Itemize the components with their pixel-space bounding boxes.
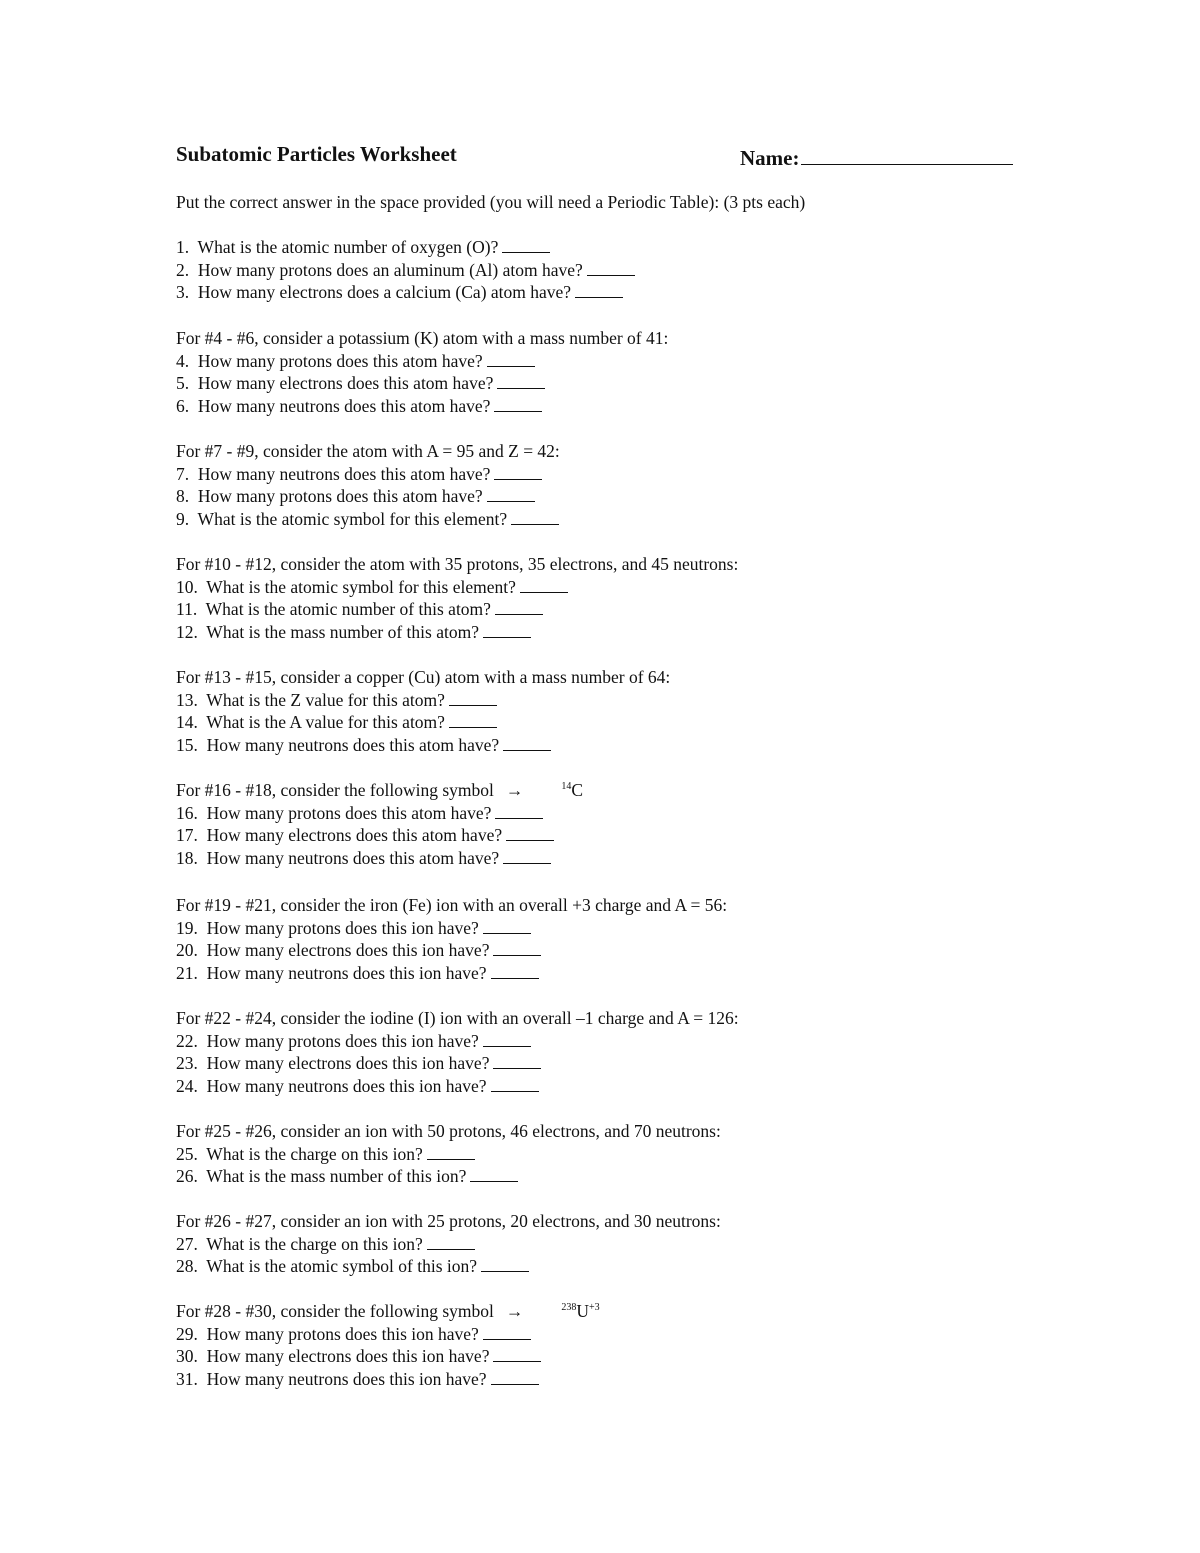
answer-blank[interactable] bbox=[449, 689, 497, 706]
question-section bbox=[176, 894, 727, 984]
question-text: 22. How many protons does this ion have? bbox=[176, 1030, 479, 1051]
section-intro bbox=[176, 779, 583, 802]
question-text: 30. How many electrons does this ion have? bbox=[176, 1346, 490, 1367]
question-text: 13. What is the Z value for this atom? bbox=[176, 689, 445, 710]
section-intro-text: For #7 - #9, consider the atom with A = 95 and Z = 42: bbox=[176, 441, 560, 461]
question-section bbox=[176, 1300, 600, 1390]
question-item bbox=[176, 1052, 739, 1075]
question-item bbox=[176, 621, 738, 644]
answer-blank[interactable] bbox=[449, 711, 497, 728]
question-item bbox=[176, 689, 670, 712]
question-item bbox=[176, 598, 738, 621]
question-item bbox=[176, 1030, 739, 1053]
section-intro-text: For #13 - #15, consider a copper (Cu) atom with a mass number of 64: bbox=[176, 667, 671, 687]
question-section bbox=[176, 553, 738, 643]
mass-number-superscript: 14 bbox=[561, 781, 572, 793]
arrow-icon: → bbox=[505, 1301, 524, 1321]
question-item bbox=[176, 281, 635, 304]
element-symbol: U bbox=[576, 1301, 590, 1321]
question-item bbox=[176, 576, 738, 599]
answer-blank[interactable] bbox=[427, 1143, 475, 1160]
answer-blank[interactable] bbox=[497, 372, 545, 389]
worksheet-title: Subatomic Particles Worksheet bbox=[176, 142, 457, 166]
question-text: 12. What is the mass number of this atom? bbox=[176, 621, 479, 642]
question-text: 8. How many protons does this atom have? bbox=[176, 486, 483, 507]
question-item bbox=[176, 1323, 600, 1346]
question-text: 24. How many neutrons does this ion have? bbox=[176, 1075, 487, 1096]
question-item bbox=[176, 734, 670, 757]
question-text: 17. How many electrons does this atom have? bbox=[176, 825, 503, 846]
question-section bbox=[176, 440, 560, 530]
answer-blank[interactable] bbox=[502, 236, 550, 253]
answer-blank[interactable] bbox=[491, 1368, 539, 1385]
question-section bbox=[176, 779, 583, 869]
answer-blank[interactable] bbox=[506, 824, 554, 841]
question-text: 27. What is the charge on this ion? bbox=[176, 1233, 423, 1254]
question-item bbox=[176, 962, 727, 985]
question-section bbox=[176, 327, 668, 417]
section-intro bbox=[176, 327, 668, 350]
question-section bbox=[176, 1210, 721, 1278]
question-text: 9. What is the atomic symbol for this element? bbox=[176, 508, 508, 529]
question-item bbox=[176, 259, 635, 282]
question-item bbox=[176, 463, 560, 486]
isotope-symbol bbox=[561, 1300, 599, 1323]
question-item bbox=[176, 236, 635, 259]
section-intro bbox=[176, 1300, 600, 1323]
name-blank-line[interactable] bbox=[801, 142, 1013, 165]
question-item bbox=[176, 917, 727, 940]
name-label: Name: bbox=[740, 146, 800, 170]
question-item bbox=[176, 939, 727, 962]
question-text: 5. How many electrons does this atom have? bbox=[176, 373, 494, 394]
worksheet-header bbox=[176, 142, 1026, 174]
question-text: 23. How many electrons does this ion have? bbox=[176, 1053, 490, 1074]
question-item bbox=[176, 802, 583, 825]
question-item bbox=[176, 1165, 721, 1188]
question-item bbox=[176, 350, 668, 373]
answer-blank[interactable] bbox=[483, 1030, 531, 1047]
charge-superscript: +3 bbox=[589, 1302, 600, 1314]
question-item bbox=[176, 508, 560, 531]
section-intro bbox=[176, 1120, 721, 1143]
section-intro-text: For #16 - #18, consider the following symbol bbox=[176, 780, 494, 800]
answer-blank[interactable] bbox=[493, 1345, 541, 1362]
answer-blank[interactable] bbox=[491, 1075, 539, 1092]
question-text: 20. How many electrons does this ion have? bbox=[176, 940, 490, 961]
question-text: 14. What is the A value for this atom? bbox=[176, 712, 445, 733]
question-section bbox=[176, 236, 635, 304]
answer-blank[interactable] bbox=[494, 395, 542, 412]
question-text: 10. What is the atomic symbol for this element? bbox=[176, 576, 516, 597]
question-item bbox=[176, 395, 668, 418]
question-item bbox=[176, 1233, 721, 1256]
question-item bbox=[176, 1255, 721, 1278]
question-item bbox=[176, 824, 583, 847]
section-intro-text: For #26 - #27, consider an ion with 25 protons, 20 electrons, and 30 neutrons: bbox=[176, 1211, 721, 1231]
question-section bbox=[176, 666, 670, 756]
answer-blank[interactable] bbox=[494, 463, 542, 480]
question-section bbox=[176, 1120, 721, 1188]
answer-blank[interactable] bbox=[483, 1323, 531, 1340]
name-field bbox=[740, 142, 1013, 171]
instructions: Put the correct answer in the space provided (you will need a Periodic Table): (3 pts each) bbox=[176, 192, 806, 212]
section-intro bbox=[176, 440, 560, 463]
question-text: 15. How many neutrons does this atom have? bbox=[176, 734, 500, 755]
mass-number-superscript: 238 bbox=[561, 1302, 577, 1314]
question-text: 11. What is the atomic number of this atom? bbox=[176, 599, 491, 620]
question-text: 4. How many protons does this atom have? bbox=[176, 350, 483, 371]
answer-blank[interactable] bbox=[493, 939, 541, 956]
question-text: 7. How many neutrons does this atom have? bbox=[176, 463, 491, 484]
answer-blank[interactable] bbox=[575, 281, 623, 298]
section-intro-text: For #10 - #12, consider the atom with 35 protons, 35 electrons, and 45 neutrons: bbox=[176, 554, 739, 574]
answer-blank[interactable] bbox=[495, 598, 543, 615]
arrow-icon: → bbox=[505, 780, 524, 800]
question-item bbox=[176, 372, 668, 395]
question-text: 3. How many electrons does a calcium (Ca) atom have? bbox=[176, 282, 572, 303]
answer-blank[interactable] bbox=[520, 576, 568, 593]
answer-blank[interactable] bbox=[483, 621, 531, 638]
answer-blank[interactable] bbox=[487, 350, 535, 367]
question-item bbox=[176, 847, 583, 870]
answer-blank[interactable] bbox=[487, 485, 535, 502]
element-symbol: C bbox=[571, 780, 584, 800]
answer-blank[interactable] bbox=[491, 962, 539, 979]
answer-blank[interactable] bbox=[483, 917, 531, 934]
section-intro-text: For #4 - #6, consider a potassium (K) atom with a mass number of 41: bbox=[176, 328, 669, 348]
question-text: 28. What is the atomic symbol of this ion? bbox=[176, 1256, 478, 1277]
question-text: 16. How many protons does this atom have? bbox=[176, 802, 492, 823]
question-text: 21. How many neutrons does this ion have? bbox=[176, 962, 487, 983]
section-intro bbox=[176, 666, 670, 689]
answer-blank[interactable] bbox=[481, 1255, 529, 1272]
isotope-symbol bbox=[561, 779, 583, 802]
answer-blank[interactable] bbox=[470, 1165, 518, 1182]
question-text: 18. How many neutrons does this atom have? bbox=[176, 847, 500, 868]
question-text: 25. What is the charge on this ion? bbox=[176, 1143, 423, 1164]
section-intro-text: For #22 - #24, consider the iodine (I) ion with an overall –1 charge and A = 126: bbox=[176, 1008, 739, 1028]
answer-blank[interactable] bbox=[587, 259, 635, 276]
question-item bbox=[176, 1143, 721, 1166]
answer-blank[interactable] bbox=[503, 847, 551, 864]
section-intro bbox=[176, 1210, 721, 1233]
question-item bbox=[176, 1368, 600, 1391]
question-section bbox=[176, 1007, 739, 1097]
section-intro bbox=[176, 1007, 739, 1030]
question-text: 29. How many protons does this ion have? bbox=[176, 1323, 479, 1344]
question-text: 31. How many neutrons does this ion have? bbox=[176, 1368, 487, 1389]
section-intro-text: For #28 - #30, consider the following symbol bbox=[176, 1301, 494, 1321]
question-item bbox=[176, 1075, 739, 1098]
answer-blank[interactable] bbox=[493, 1052, 541, 1069]
section-intro bbox=[176, 553, 738, 576]
answer-blank[interactable] bbox=[495, 802, 543, 819]
question-item bbox=[176, 485, 560, 508]
answer-blank[interactable] bbox=[503, 734, 551, 751]
question-text: 1. What is the atomic number of oxygen (O)? bbox=[176, 237, 499, 257]
section-intro-text: For #19 - #21, consider the iron (Fe) ion with an overall +3 charge and A = 56: bbox=[176, 895, 728, 915]
answer-blank[interactable] bbox=[427, 1233, 475, 1250]
question-text: 26. What is the mass number of this ion? bbox=[176, 1166, 467, 1187]
section-intro-text: For #25 - #26, consider an ion with 50 protons, 46 electrons, and 70 neutrons: bbox=[176, 1121, 721, 1141]
question-text: 19. How many protons does this ion have? bbox=[176, 917, 479, 938]
question-item bbox=[176, 1345, 600, 1368]
answer-blank[interactable] bbox=[511, 508, 559, 525]
question-text: 2. How many protons does an aluminum (Al) atom have? bbox=[176, 259, 583, 280]
question-text: 6. How many neutrons does this atom have? bbox=[176, 395, 491, 416]
question-item bbox=[176, 711, 670, 734]
section-intro bbox=[176, 894, 727, 917]
